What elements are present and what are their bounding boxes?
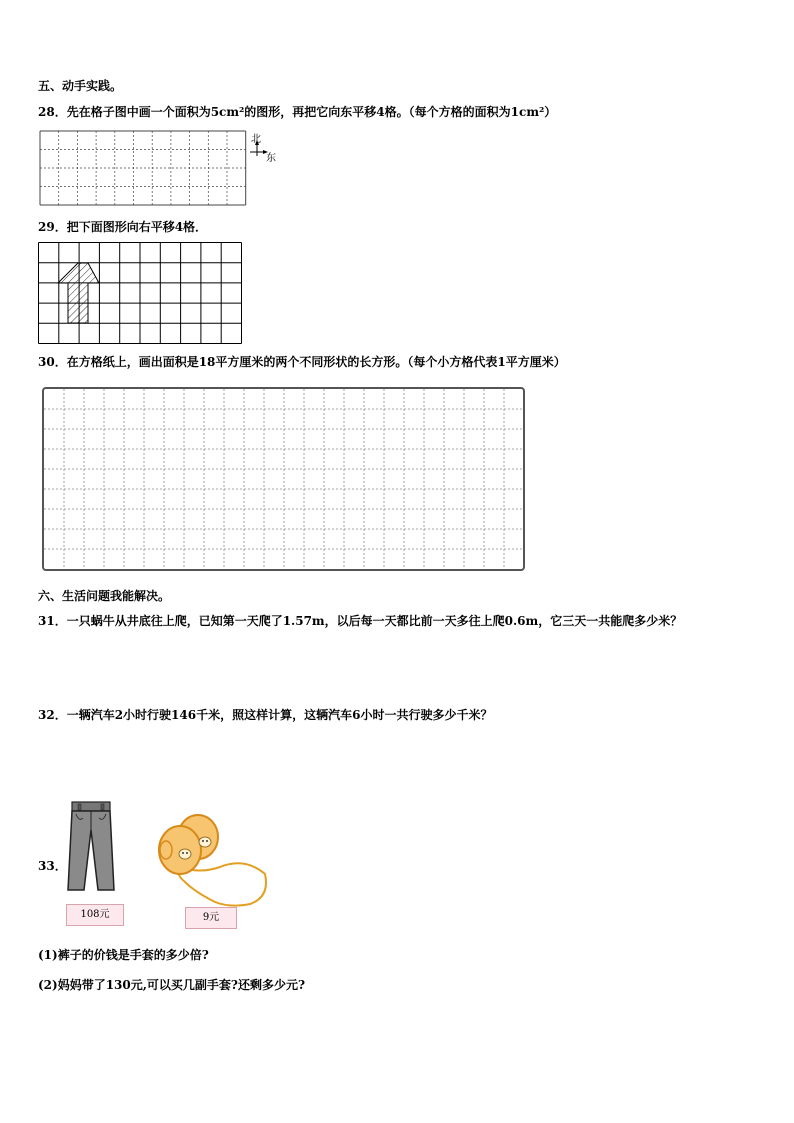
question-29-text: 29．把下面图形向右平移4格． bbox=[38, 220, 208, 234]
question-33-number: 33． bbox=[38, 859, 67, 873]
compass-north-label: 北 bbox=[251, 134, 261, 145]
section-five-title: 五、动手实践。 bbox=[38, 79, 123, 93]
gloves-icon bbox=[150, 812, 270, 912]
hatched-arrow-shape bbox=[58, 263, 99, 323]
question-33-sub-2: (2)妈妈带了130元,可以买几副手套?还剩多少元? bbox=[38, 978, 305, 992]
question-33-sub-1: (1)裤子的价钱是手套的多少倍? bbox=[38, 948, 209, 962]
question-31-text: 31．一只蜗牛从井底往上爬，已知第一天爬了1.57m，以后每一天都比前一天多往上爬0.6m，它三天一共能爬多少米？ bbox=[38, 614, 683, 628]
gloves-price-tag: 9元 bbox=[185, 907, 237, 929]
question-30-text: 30．在方格纸上，画出面积是18平方厘米的两个不同形状的长方形。（每个小方格代表1平方厘米） bbox=[38, 355, 566, 369]
question-32-text: 32．一辆汽车2小时行驶146千米，照这样计算，这辆汽车6小时一共行驶多少千米？ bbox=[38, 708, 493, 722]
question-28-text: 28．先在格子图中画一个面积为5cm²的图形，再把它向东平移4格。（每个方格的面积为1cm²） bbox=[38, 105, 557, 119]
pants-price-tag: 108元 bbox=[66, 904, 124, 926]
section-six-title: 六、生活问题我能解决。 bbox=[38, 589, 171, 603]
compass-east-label: 东 bbox=[266, 153, 276, 164]
pants-icon bbox=[64, 800, 120, 895]
q29-grid[interactable] bbox=[38, 242, 244, 346]
q30-grid[interactable] bbox=[42, 387, 526, 573]
